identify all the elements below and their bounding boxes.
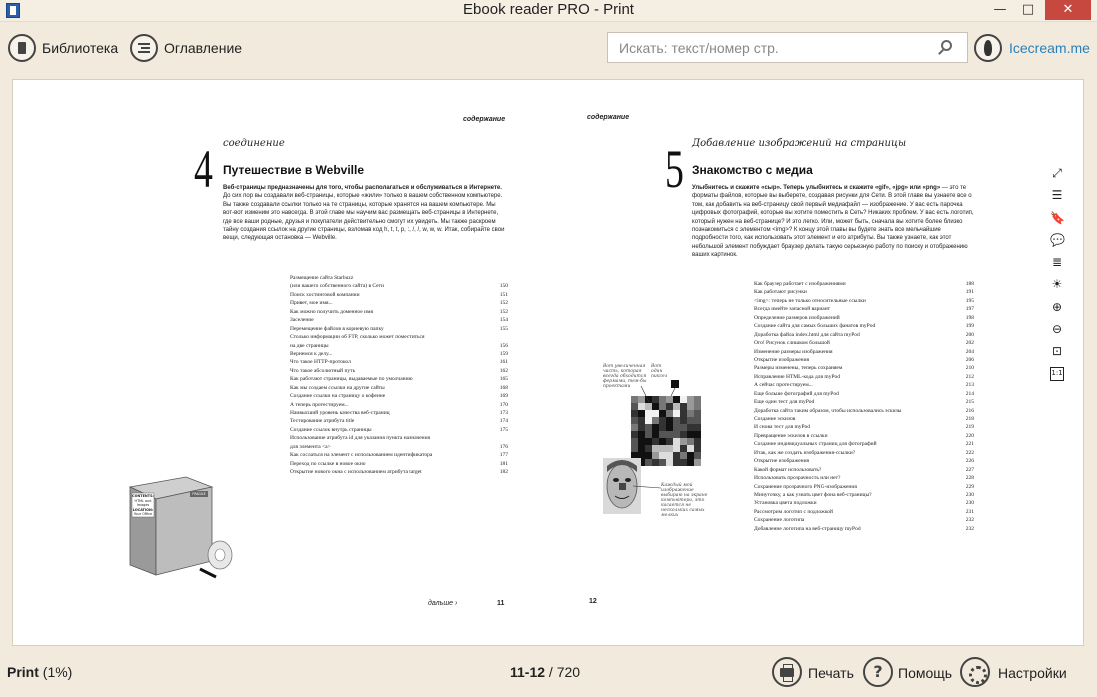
toc-row-page: 206 bbox=[965, 356, 974, 363]
box-label: CONTENTS: HTML and Images LOCATION: Your Office bbox=[132, 494, 154, 517]
illustration-note-left: Вот увеличенная часть, которая всегда обходится фермами, тем-бы проектами bbox=[603, 364, 647, 389]
toc-row-title: Ого! Рисунок слишком большой bbox=[754, 340, 830, 347]
toc-row-page: 214 bbox=[965, 390, 974, 397]
minimize-button[interactable]: — bbox=[993, 2, 1007, 17]
toc-row-page: 161 bbox=[499, 359, 508, 366]
toc-row-title: Использовать прозрачность или нет? bbox=[754, 475, 841, 482]
toc-row-title: Перемещение файлов в корневую папку bbox=[290, 325, 384, 332]
toc-row[interactable] bbox=[290, 333, 508, 341]
left-chapter-number: 4 bbox=[194, 139, 213, 199]
search-input[interactable] bbox=[607, 32, 968, 63]
toc-row[interactable] bbox=[290, 401, 508, 409]
toc-row[interactable] bbox=[754, 440, 974, 448]
toc-row[interactable] bbox=[290, 367, 508, 375]
toc-row[interactable] bbox=[290, 434, 508, 442]
left-toc-list bbox=[290, 274, 508, 477]
toc-row-page: 212 bbox=[965, 373, 974, 380]
toc-row-title: Наивысший уровень качества веб-страниц bbox=[290, 410, 390, 416]
toc-row-title: Превращение эскизов в ссылки bbox=[754, 432, 828, 439]
toc-row-title: Как сослаться на элемент с использованием идентификатора bbox=[290, 452, 433, 459]
right-chapter-title: Знакомство с медиа bbox=[692, 163, 813, 177]
toc-row-page: 169 bbox=[499, 393, 508, 400]
toc-row-title: Всегда имейте запасной вариант bbox=[754, 306, 831, 313]
toc-row-title: Создание сайта для самых больших фанатов myPod bbox=[754, 323, 876, 330]
toc-row[interactable] bbox=[290, 426, 508, 434]
toc-row-title: Рассмотрим логотип с подложкой bbox=[754, 508, 833, 515]
toc-row-title: Доработка файла index.html для сайта myPod bbox=[754, 331, 860, 338]
toc-row-title: Открытие нового окна с использованием атрибута target bbox=[290, 469, 422, 476]
left-page-number: 11 bbox=[497, 600, 505, 607]
toc-row-title: Создание ссылки на страницу о кофеине bbox=[290, 393, 386, 400]
right-page-header: содержание bbox=[587, 114, 630, 121]
toc-row-title: Исправление HTML-кода для myPod bbox=[754, 373, 841, 380]
toc-row-page: 228 bbox=[965, 475, 974, 482]
toc-row-page: 197 bbox=[965, 306, 974, 313]
toc-row-page: 174 bbox=[499, 418, 508, 425]
toc-row-page: 182 bbox=[499, 469, 508, 476]
toc-row-title: Какой формат использовать? bbox=[754, 466, 822, 473]
toc-row-page: 170 bbox=[499, 401, 508, 408]
toc-row[interactable] bbox=[290, 384, 508, 392]
toc-row[interactable] bbox=[754, 423, 974, 431]
right-chapter-script: Добавление изображений на страницы bbox=[692, 138, 907, 149]
toc-row-title: Тестирование атрибута title bbox=[290, 418, 355, 425]
toc-row[interactable] bbox=[290, 316, 508, 324]
toc-row-title: Переход по ссылке в новое окно bbox=[290, 460, 366, 467]
brand-link[interactable]: Icecream.me bbox=[1009, 40, 1090, 56]
toc-row[interactable] bbox=[754, 322, 974, 330]
toc-row-page: 198 bbox=[965, 314, 974, 321]
toc-row-page: 220 bbox=[965, 432, 974, 439]
left-intro-text: Веб-страницы предназначены для того, чтобы располагаться и обслуживаться в Интернете. До сих пор вы создавали веб-страницы, которые «жили» только в вашем собственном компьютере. Вы также создавали ссылки только на те страницы, которые хранятся на вашем компьютере. Мы вот-вот изменим это навсегда. В этой главе мы научим вас размещать веб-страницы в Интернете, где все ваши родные, друзья и покупатели действительно смогут их увидеть. Мы также раскроем тайну создания ссылок на другие страницы, взломав код h, t, t, p, :, /, /, w, w, w. Итак, собирайте свои вещи, следующая остановка — Webville. bbox=[223, 185, 505, 242]
toc-row[interactable] bbox=[754, 491, 974, 499]
toc-row-page: 173 bbox=[499, 410, 508, 416]
book-spread bbox=[12, 79, 1084, 646]
status-mode: Print (1%) bbox=[7, 664, 73, 680]
toc-row-page: 221 bbox=[965, 441, 974, 448]
title-bar bbox=[0, 0, 1097, 22]
toc-row-title: для элемента <a> bbox=[290, 443, 331, 450]
toc-row-title: Как работают рисунки bbox=[754, 289, 807, 296]
toc-row-title: Открытие изображения bbox=[754, 356, 810, 363]
toc-row[interactable] bbox=[754, 297, 974, 305]
toc-row-title: Доработка сайта таким образом, чтобы использовались эскизы bbox=[754, 407, 902, 414]
toc-row-page: 202 bbox=[965, 340, 974, 347]
library-button[interactable]: Библиотека bbox=[42, 40, 119, 56]
toc-row[interactable] bbox=[290, 282, 508, 290]
toc-row-page: 230 bbox=[965, 491, 974, 498]
toc-row-title: Размеры изменены, теперь сохраняем bbox=[754, 365, 843, 372]
fit-page-icon[interactable]: ⊡ bbox=[1051, 344, 1063, 359]
toc-row[interactable] bbox=[754, 280, 974, 288]
toc-row-page: 151 bbox=[499, 291, 508, 298]
toc-row-title: <img>: теперь не только относительные ссылки bbox=[754, 297, 866, 304]
toc-row-title: Сохранение прозрачного PNG-изображения bbox=[754, 483, 857, 490]
toc-row[interactable] bbox=[290, 460, 508, 468]
toc-row-page: 226 bbox=[965, 458, 974, 465]
toc-row-page: 176 bbox=[499, 443, 508, 450]
toc-row-title: А сейчас протестируем... bbox=[754, 382, 813, 389]
toc-row[interactable] bbox=[290, 308, 508, 316]
toc-row-page: 162 bbox=[499, 367, 508, 374]
toc-row[interactable] bbox=[754, 331, 974, 339]
toc-row-title: Как работают страницы, выдаваемые по умолчанию bbox=[290, 376, 413, 383]
zoom-in-icon[interactable]: ⊕ bbox=[1051, 299, 1063, 314]
toc-row[interactable] bbox=[290, 409, 508, 417]
toc-row-title: Изменение размеры изображения bbox=[754, 348, 833, 355]
settings-icon[interactable] bbox=[960, 657, 990, 687]
contents-button[interactable]: Оглавление bbox=[164, 40, 243, 56]
toc-row-title: на две страницы bbox=[290, 342, 329, 349]
toc-row-page: 177 bbox=[499, 452, 508, 459]
left-chapter-title: Путешествие в Webville bbox=[223, 163, 364, 177]
toc-row[interactable] bbox=[754, 373, 974, 381]
library-icon[interactable] bbox=[8, 34, 36, 62]
toc-row-title: (или вашего собственного сайта) в Сети bbox=[290, 283, 384, 290]
toc-row-title: Итак, как же создать изображения-ссылки? bbox=[754, 449, 856, 456]
toc-row-page: 200 bbox=[965, 331, 974, 338]
toc-row[interactable] bbox=[754, 398, 974, 406]
toc-row-page: 165 bbox=[499, 376, 508, 383]
toc-row-page: 181 bbox=[499, 460, 508, 467]
search-icon[interactable] bbox=[941, 40, 952, 51]
toc-row-page: 199 bbox=[965, 323, 974, 330]
comment-icon[interactable]: 💬 bbox=[1050, 232, 1065, 247]
fullscreen-icon[interactable]: ⤢ bbox=[1052, 166, 1062, 180]
toc-row[interactable] bbox=[754, 356, 974, 364]
toc-row-title: И снова тест для myPod bbox=[754, 424, 811, 431]
toc-row-title: Создание эскизов bbox=[754, 416, 796, 422]
toc-row-title: А теперь протестируем... bbox=[290, 401, 349, 408]
toc-row[interactable] bbox=[290, 375, 508, 383]
print-icon[interactable] bbox=[772, 657, 802, 687]
box-illustration bbox=[126, 473, 238, 581]
toc-row-page: 230 bbox=[965, 500, 974, 507]
toc-row[interactable] bbox=[754, 381, 974, 389]
toc-row-title: Еще больше фотографий для myPod bbox=[754, 390, 839, 397]
right-page-number: 12 bbox=[589, 598, 597, 605]
toc-row[interactable] bbox=[754, 390, 974, 398]
toc-row-title: Определение размеров изображений bbox=[754, 314, 840, 321]
toc-row-page: 229 bbox=[965, 483, 974, 490]
toc-row-title: Использование атрибута id для указания пункта назначения bbox=[290, 435, 431, 442]
toc-row-page: 219 bbox=[965, 424, 974, 431]
toc-row[interactable] bbox=[754, 516, 974, 524]
help-icon[interactable]: ? bbox=[863, 657, 893, 687]
toc-row[interactable] bbox=[290, 358, 508, 366]
toc-row-page: 154 bbox=[499, 317, 508, 324]
toc-row-title: Добавление логотипа на веб-страницу myPod bbox=[754, 525, 861, 532]
toc-row-title: Установка цвета подложки bbox=[754, 500, 817, 507]
toc-row[interactable] bbox=[754, 339, 974, 347]
toc-row[interactable] bbox=[754, 348, 974, 356]
toc-row-page: 191 bbox=[965, 289, 974, 296]
icecream-logo-icon[interactable] bbox=[974, 34, 1002, 62]
fragile-tag: FRAGILE bbox=[192, 492, 206, 496]
toc-row-title: Сохранение логотипа bbox=[754, 517, 805, 524]
toc-row-page: 218 bbox=[965, 416, 974, 422]
toc-row[interactable] bbox=[754, 432, 974, 440]
settings-button[interactable]: Настройки bbox=[998, 665, 1067, 681]
toc-row-title: Что такое абсолютный путь bbox=[290, 367, 356, 374]
toc-row-title: Привет, мое имя... bbox=[290, 300, 333, 307]
toc-row-page: 231 bbox=[965, 508, 974, 515]
toc-row-page: 195 bbox=[965, 297, 974, 304]
toc-row-page: 188 bbox=[965, 281, 974, 287]
toc-row[interactable] bbox=[754, 314, 974, 322]
toc-list-icon[interactable]: ☰ bbox=[1051, 188, 1063, 203]
toc-row[interactable] bbox=[754, 407, 974, 415]
toc-row-page: 213 bbox=[965, 382, 974, 389]
toc-row[interactable] bbox=[290, 350, 508, 358]
toc-row-title: Создание индивидуальных страниц для фотографий bbox=[754, 441, 877, 448]
toc-row[interactable] bbox=[754, 525, 974, 533]
toc-row[interactable] bbox=[290, 342, 508, 350]
toc-row[interactable] bbox=[290, 325, 508, 333]
left-chapter-script: соединение bbox=[223, 138, 285, 149]
toc-row[interactable] bbox=[754, 364, 974, 372]
maximize-button[interactable]: □ bbox=[1021, 2, 1035, 17]
toc-row-page: 204 bbox=[965, 348, 974, 355]
toc-row[interactable] bbox=[290, 443, 508, 451]
toc-row-page: 150 bbox=[499, 283, 508, 290]
right-toc-list bbox=[754, 280, 974, 533]
contents-icon[interactable] bbox=[130, 34, 158, 62]
toc-row-page: 232 bbox=[965, 517, 974, 524]
toc-row[interactable] bbox=[754, 483, 974, 491]
toc-row-page: 156 bbox=[499, 342, 508, 349]
toc-row-title: Поиск хостинговой компании bbox=[290, 291, 360, 298]
toc-row-page: 215 bbox=[965, 399, 974, 406]
page-view-icon[interactable]: ≣ bbox=[1051, 255, 1063, 270]
toc-row-title: Заселение bbox=[290, 317, 314, 324]
toc-row-title: Столько информации об FTP, сколько может поместиться bbox=[290, 334, 425, 341]
toc-row-title: Как браузер работает с изображениями bbox=[754, 281, 846, 287]
toc-row-title: Открытие изображения bbox=[754, 458, 810, 465]
toc-row[interactable] bbox=[754, 499, 974, 507]
bookmark-icon[interactable]: 🔖 bbox=[1050, 210, 1065, 225]
toc-row[interactable] bbox=[754, 415, 974, 423]
toc-row[interactable] bbox=[754, 449, 974, 457]
zoom-out-icon[interactable]: ⊖ bbox=[1051, 322, 1063, 337]
toc-row[interactable] bbox=[754, 288, 974, 296]
toc-row-title: Размещение сайта Starbuzz bbox=[290, 275, 354, 281]
help-button[interactable]: Помощь bbox=[898, 665, 953, 681]
actual-size-icon[interactable]: 1:1 bbox=[1050, 367, 1064, 381]
close-button[interactable]: ✕ bbox=[1045, 0, 1091, 20]
toc-row[interactable] bbox=[290, 392, 508, 400]
left-page-header: содержание bbox=[463, 116, 506, 123]
page-indicator[interactable]: 11-12 / 720 bbox=[510, 664, 581, 680]
toc-row[interactable] bbox=[290, 299, 508, 307]
toc-row-page: 222 bbox=[965, 449, 974, 456]
right-intro-text: Улыбнитесь и скажите «сыр». Теперь улыбнитесь и скажите «gif», «jpg» или «png» — это те форматы файлов, которые вы выберете, создавая рисунки для Сети. В этой главе вы узнаете все о том, как добавить на веб-страницу свой первый медиафайл — изображение. У вас есть парочка цифровых фотографий, которые вы хотите поместить в Сеть? Никаких проблем. У вас есть логотип, который нужен на веб-странице? И это легко. Или, может быть, сначала вы хотите более близко познакомиться с элементом <img>? К концу этой главы вы будете знать все мельчайшие подробности того, как использовать этот элемент и его атрибуты. Вы также узнаете, как этот небольшой элемент побуждает браузер делать такую серьезную работу по поиску и отображению ваших картинок. bbox=[692, 185, 974, 259]
toc-row[interactable] bbox=[754, 466, 974, 474]
toc-row-title: Создание ссылок внутрь страницы bbox=[290, 426, 372, 433]
illustration-note-bottom: Каждый мой изображение выбираю на экране компьютера, это касается не нескольких самых мелких bbox=[661, 483, 708, 518]
pixel-face-illustration bbox=[601, 362, 721, 520]
toc-row-page: 155 bbox=[499, 325, 508, 332]
brightness-icon[interactable]: ☀ bbox=[1051, 277, 1063, 292]
toc-row-title: Вернемся к делу... bbox=[290, 350, 333, 357]
toc-row[interactable] bbox=[754, 305, 974, 313]
toc-row-page: 232 bbox=[965, 525, 974, 532]
toc-row[interactable] bbox=[754, 508, 974, 516]
side-toolbar bbox=[1050, 166, 1066, 389]
toc-row[interactable] bbox=[290, 274, 508, 282]
toc-row-page: 227 bbox=[965, 466, 974, 473]
right-chapter-number: 5 bbox=[665, 139, 684, 199]
toc-row-title: Что такое HTTP-протокол bbox=[290, 359, 351, 366]
window-title: Ebook reader PRO - Print bbox=[463, 1, 634, 18]
print-button[interactable]: Печать bbox=[808, 665, 854, 681]
toc-row-page: 152 bbox=[499, 300, 508, 307]
toc-row-page: 216 bbox=[965, 407, 974, 414]
toc-row-page: 159 bbox=[499, 350, 508, 357]
toc-row-page: 168 bbox=[499, 384, 508, 391]
toc-row-page: 152 bbox=[499, 308, 508, 315]
toc-row-title: Как мы создаем ссылки на другие сайты bbox=[290, 384, 385, 391]
toc-row[interactable] bbox=[290, 451, 508, 459]
toc-row[interactable] bbox=[290, 291, 508, 299]
toc-row[interactable] bbox=[754, 474, 974, 482]
toc-row[interactable] bbox=[754, 457, 974, 465]
illustration-note-top: Вот один пиксел bbox=[651, 364, 668, 379]
toc-row[interactable] bbox=[290, 468, 508, 476]
toc-row-page: 210 bbox=[965, 365, 974, 372]
toc-row-title: Еще один тест для myPod bbox=[754, 399, 815, 406]
toc-row-page: 175 bbox=[499, 426, 508, 433]
toc-row[interactable] bbox=[290, 417, 508, 425]
toc-row-title: Минуточку, а как узнать цвет фона веб-страницы? bbox=[754, 491, 872, 498]
next-page-link[interactable]: дальше › bbox=[428, 600, 458, 607]
toc-row-title: Как можно получить доменное имя bbox=[290, 308, 373, 315]
